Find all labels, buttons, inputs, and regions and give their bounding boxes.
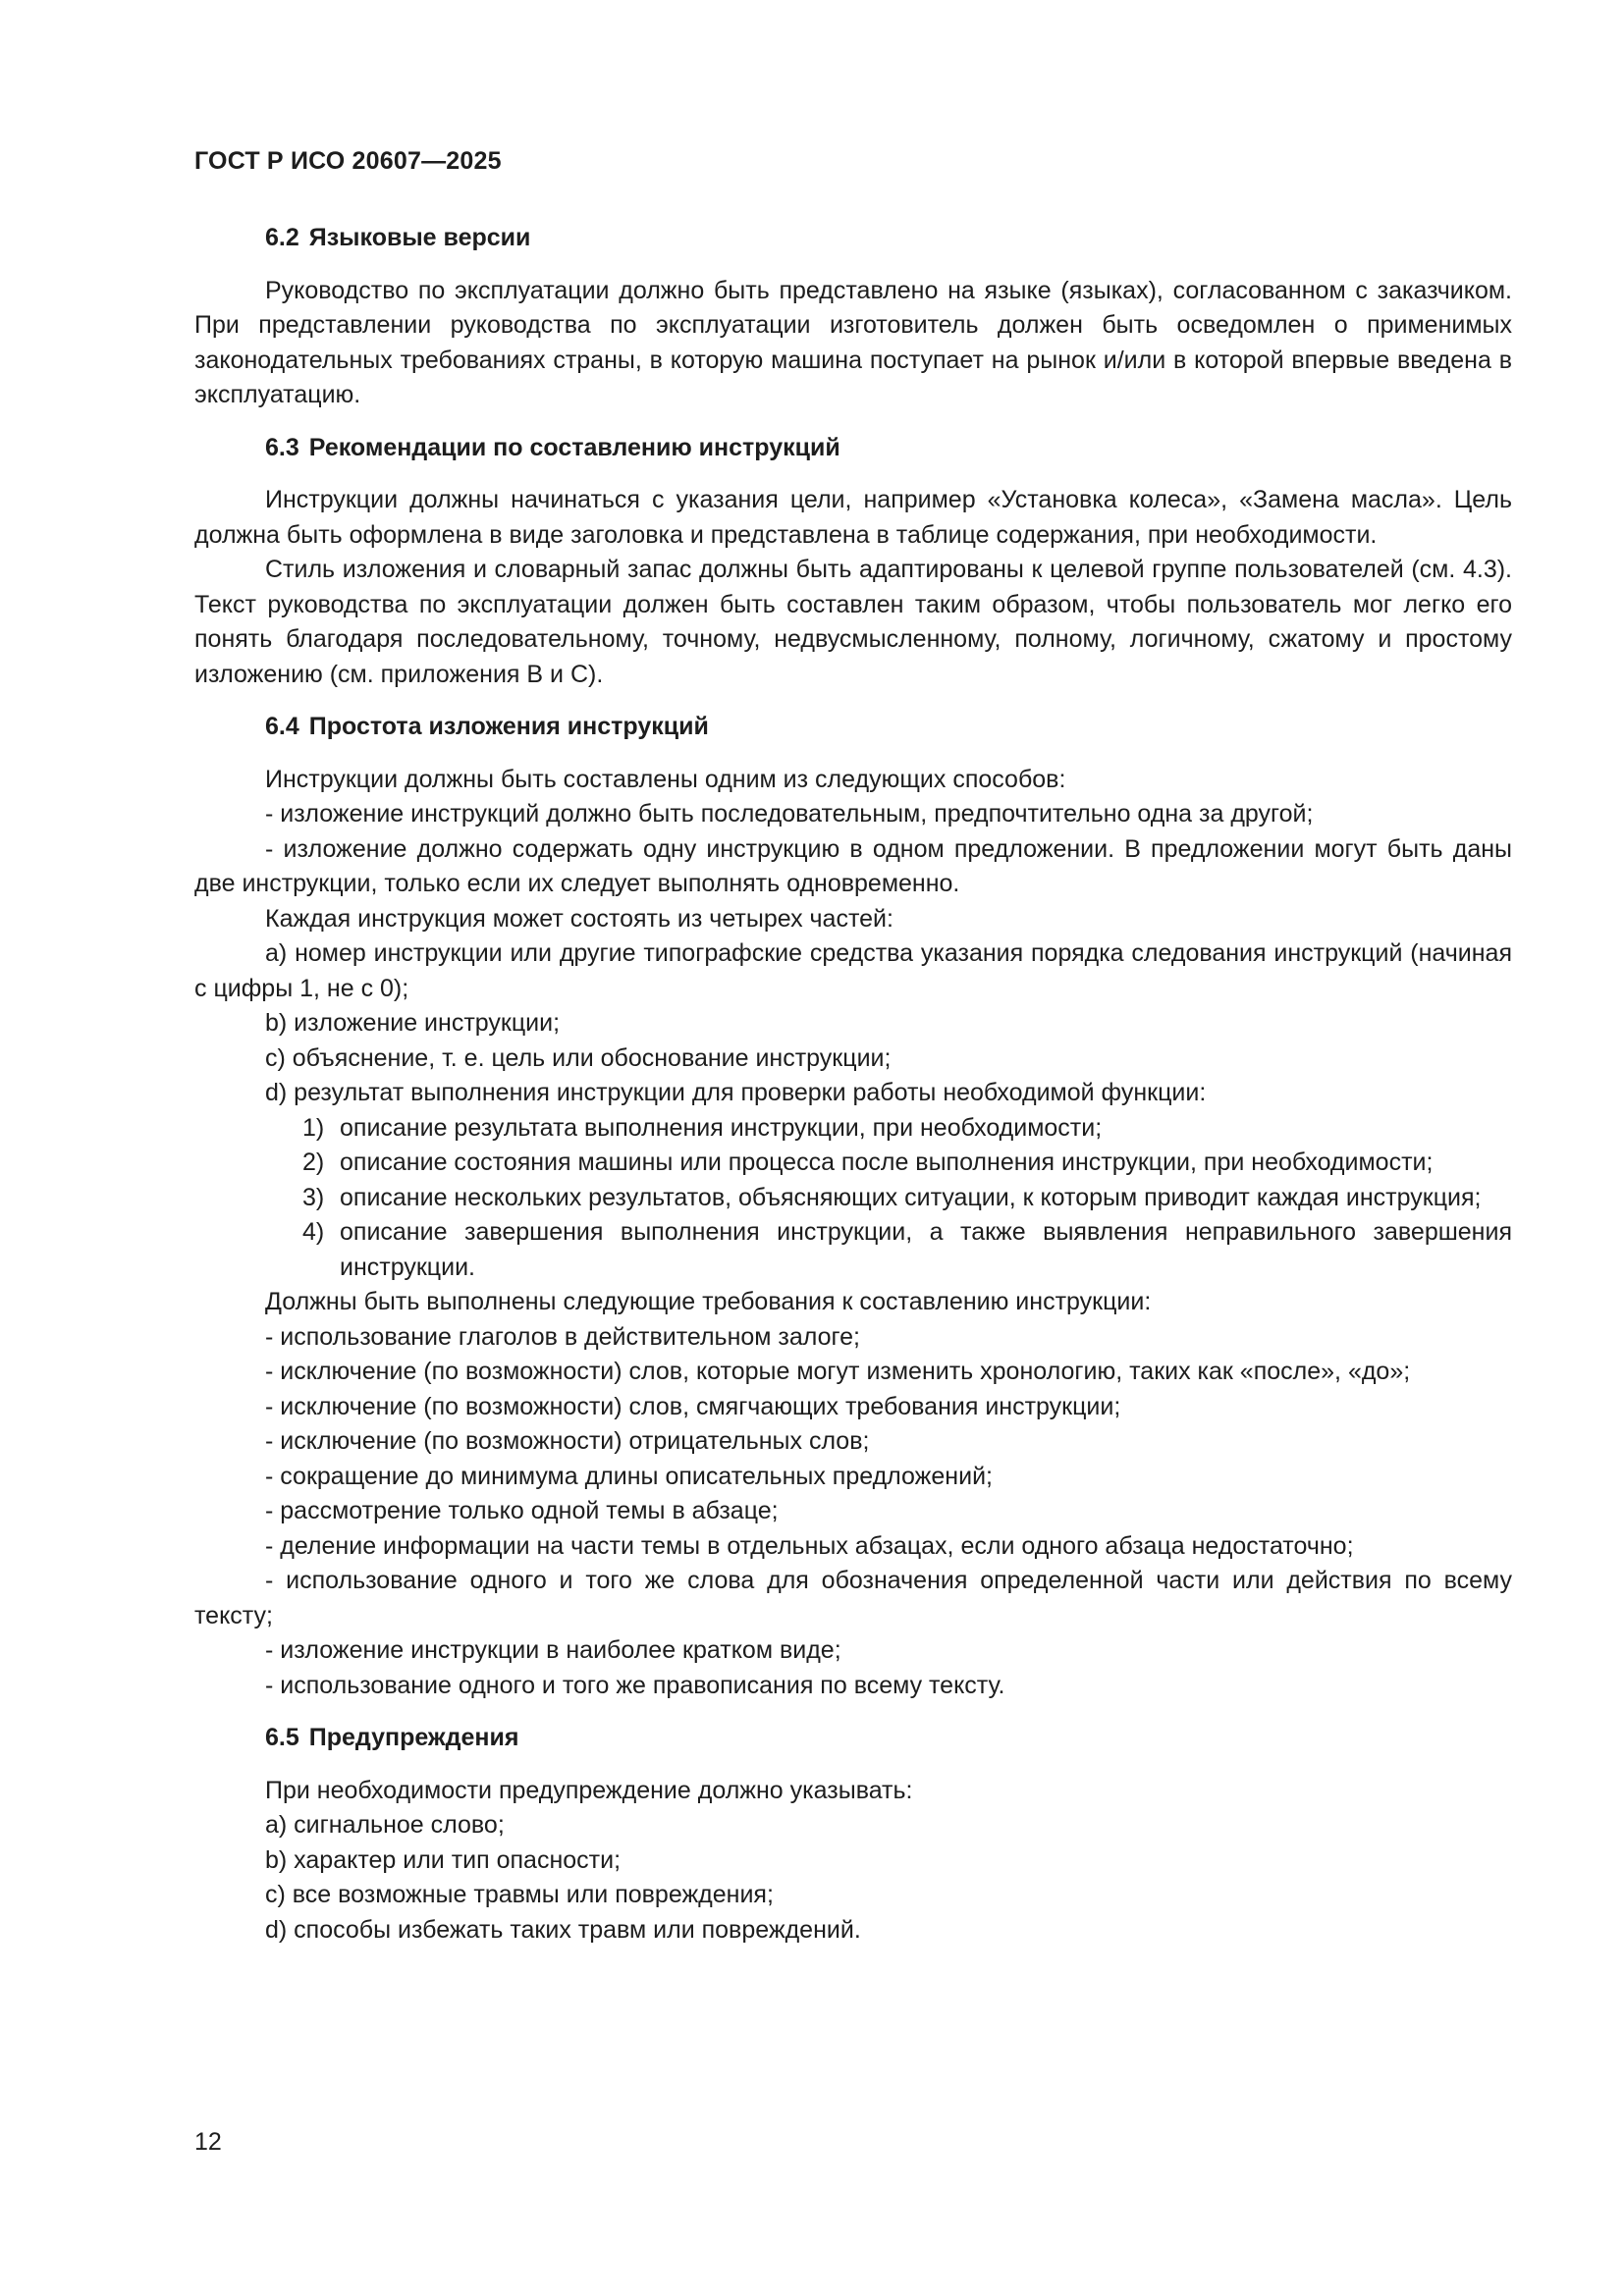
paragraph: Каждая инструкция может состоять из четырех частей: bbox=[265, 904, 893, 933]
list-item: - исключение (по возможности) слов, которые могут изменить хронологию, таких как «после», «до»; bbox=[265, 1358, 1411, 1385]
section-title: Языковые версии bbox=[308, 224, 531, 251]
sub-list-text: описание завершения выполнения инструкции, а также выявления неправильного завершения инструкции. bbox=[340, 1218, 1512, 1281]
sub-list-item bbox=[194, 1181, 1512, 1216]
list-item: b) характер или тип опасности; bbox=[265, 1845, 622, 1874]
paragraph: Стиль изложения и словарный запас должны быть адаптированы к целевой группе пользователей (см. 4.3). Текст руководства по эксплуатации должен быть составлен таким образом, чтобы пользователь мог легко его понять благодаря последовательному, точному, недвусмысленному, полному, логичному, сжатому и простому изложению (см. приложения B и C). bbox=[194, 556, 1512, 688]
paragraph: Руководство по эксплуатации должно быть представлено на языке (языках), согласованном с заказчиком. При представлении руководства по эксплуатации изготовитель должен быть осведомлен о применимых законодательных требованиях страны, в которую машина поступает на рынок и/или в которой впервые введена в эксплуатацию. bbox=[194, 276, 1512, 408]
section-heading bbox=[194, 431, 1512, 466]
list-item: - рассмотрение только одной темы в абзаце; bbox=[265, 1497, 779, 1524]
sub-list-marker: 3) bbox=[302, 1183, 325, 1211]
paragraph: Должны быть выполнены следующие требования к составлению инструкции: bbox=[265, 1288, 1152, 1315]
document-header: ГОСТ Р ИСО 20607—2025 bbox=[194, 147, 502, 175]
paragraph: Инструкции должны начинаться с указания цели, например «Установка колеса», «Замена масла». Цель должна быть оформлена в виде заголовка и представлена в таблице содержания, при необходимости. bbox=[194, 486, 1512, 549]
section-number: 6.3 bbox=[265, 433, 299, 461]
list-item: a) номер инструкции или другие типографские средства указания порядка следования инструкций (начиная с цифры 1, не с 0); bbox=[194, 939, 1512, 1002]
list-item: - сокращение до минимума длины описательных предложений; bbox=[265, 1462, 993, 1490]
page-number: 12 bbox=[194, 2128, 222, 2156]
list-item: a) сигнальное слово; bbox=[265, 1811, 505, 1839]
sub-list-item bbox=[194, 1215, 1512, 1285]
section-6-5 bbox=[194, 1721, 1512, 1948]
list-item: - изложение должно содержать одну инструкцию в одном предложении. В предложении могут быть даны две инструкции, только если их следует выполнять одновременно. bbox=[194, 834, 1512, 897]
document-body bbox=[194, 221, 1512, 1965]
list-item: - использование одного и того же правописания по всему тексту. bbox=[265, 1671, 1005, 1699]
sub-list-text: описание нескольких результатов, объясняющих ситуации, к которым приводит каждая инструкция; bbox=[340, 1183, 1482, 1211]
list-item: d) результат выполнения инструкции для проверки работы необходимой функции: bbox=[265, 1079, 1207, 1106]
sub-list-item bbox=[194, 1111, 1512, 1147]
list-item: d) способы избежать таких травм или повреждений. bbox=[265, 1915, 861, 1944]
section-6-2 bbox=[194, 221, 1512, 413]
section-number: 6.4 bbox=[265, 713, 299, 740]
list-item: - использование одного и того же слова для обозначения определенной части или действия по всему тексту; bbox=[194, 1567, 1512, 1629]
list-item: c) объяснение, т. е. цель или обоснование инструкции; bbox=[265, 1043, 892, 1072]
section-title: Предупреждения bbox=[308, 1724, 519, 1751]
section-6-3 bbox=[194, 431, 1512, 693]
sub-list-marker: 1) bbox=[302, 1113, 325, 1142]
list-item: - изложение инструкций должно быть последовательным, предпочтительно одна за другой; bbox=[265, 800, 1314, 828]
list-item: c) все возможные травмы или повреждения; bbox=[265, 1881, 774, 1908]
section-number: 6.5 bbox=[265, 1724, 299, 1751]
section-6-4 bbox=[194, 710, 1512, 1703]
sub-list-marker: 4) bbox=[302, 1218, 325, 1246]
list-item: - исключение (по возможности) слов, смягчающих требования инструкции; bbox=[265, 1392, 1121, 1420]
list-item: - исключение (по возможности) отрицательных слов; bbox=[265, 1427, 870, 1455]
section-heading bbox=[194, 710, 1512, 745]
sub-list-item bbox=[194, 1146, 1512, 1181]
sub-list-marker: 2) bbox=[302, 1148, 325, 1176]
paragraph: Инструкции должны быть составлены одним из следующих способов: bbox=[265, 765, 1066, 793]
section-title: Простота изложения инструкций bbox=[308, 713, 709, 740]
section-number: 6.2 bbox=[265, 224, 299, 251]
section-heading bbox=[194, 1721, 1512, 1756]
section-title: Рекомендации по составлению инструкций bbox=[308, 433, 840, 461]
list-item: - использование глаголов в действительном залоге; bbox=[265, 1322, 860, 1351]
sub-list-text: описание состояния машины или процесса после выполнения инструкции, при необходимости; bbox=[340, 1148, 1434, 1176]
list-item: - деление информации на части темы в отдельных абзацах, если одного абзаца недостаточно; bbox=[265, 1531, 1354, 1560]
list-item: - изложение инструкции в наиболее кратком виде; bbox=[265, 1636, 841, 1664]
list-item: b) изложение инструкции; bbox=[265, 1009, 561, 1037]
paragraph: При необходимости предупреждение должно указывать: bbox=[265, 1776, 913, 1804]
sub-list-text: описание результата выполнения инструкции, при необходимости; bbox=[340, 1113, 1103, 1142]
section-heading bbox=[194, 221, 1512, 256]
